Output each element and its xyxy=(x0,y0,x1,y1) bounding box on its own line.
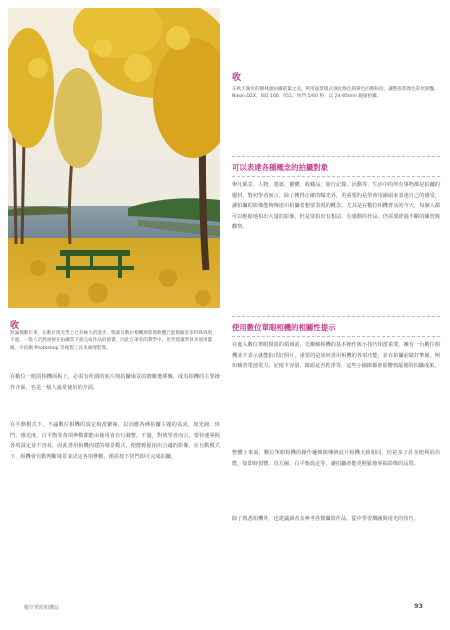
heading-1-rule-top xyxy=(232,156,440,157)
heading-2-rule-bottom xyxy=(232,336,440,337)
left-paragraph-1: 在數位一眼的相機面板上，必需有所謂的底片與拍攝場景的總數選擇盤，成為相機的主要操作介面，也是一般人最常使用的介面。 xyxy=(10,374,220,391)
autumn-lake-image xyxy=(8,8,220,308)
right-caption-mark: 收 xyxy=(232,73,242,83)
page-number: 93 xyxy=(414,602,424,610)
section-heading-1: 可以表達各種概念的拍攝對象 xyxy=(232,163,329,172)
autumn-lake-photo xyxy=(8,8,220,308)
photo-caption: 無論幾數年來，在數位與光學上已有極大的進步，獎部分數位相機與影像軟體已能模擬許多特殊效果。不過，一般人仍然重視在拍攝當下就完成作品的感覺，因此在筆者的教學中，也常建議學員多使用濫鏡、少依賴 Photoshop 等後製工具來處理影像。 xyxy=(10,331,217,351)
caption-mark: 收 xyxy=(10,321,20,331)
left-paragraph-2: 在手動模式下，不論數位相機的設定相當繁複，以因應各種拍攝主題的需求，如光圈、快門、感光度、白平衡等各項參數都能由使用者自行調整。不過，對初學者而言，要快速掌握各項設定並不容易，因此善用相機內建的場景模式，便能輕鬆拍出合適的影像。在自動模式下，相機會自動判斷場景並決定各項參數，僅需按下快門即可完成拍攝。 xyxy=(10,422,220,460)
right-paragraph-3: 整體上來說，數位單眼相機的操作邏輯與傳統底片相機大致相同，但是多了許多便利的功能，如即時預覽、直方圖、白平衡設定等，讓拍攝者能更輕鬆地掌握影像的品質。 xyxy=(232,450,440,467)
right-paragraph-2: 在進入數位單眼摄影的領域前，先瞭解相機的基本操作與小技巧相當重要。擁有一台數位相機並不表示就能拍出好照片，重要的是如何善用相機的各項功能，並在拍攝前做好準備，例如檢查電池電力、記憶卡容量、鏡頭是否乾淨等，這些小細節都會影響到最後的拍攝成果。 xyxy=(232,342,440,370)
footer-text: 數位單眼相機誌 xyxy=(24,605,60,611)
section-heading-2: 使用數位單眼相機的相關性提示 xyxy=(232,323,336,332)
right-paragraph-1: 舉凡風景、人物、建築、靈體、收藏品、旅行記錄、活動等、生活中的所有事物都是拍攝的題材。對初學者而言，除了獲得正確的曝光外，更重要的是學會用銅頭來表達自己的感受，讓拍攝的影像能夠傳達出拍攝者想要表現的概念。尤其是在數位相機普及的今天，每個人都可以輕鬆地拍出大量的影像，但是要拍出有想法、有感動的作品，仍需要經過不斷的練習與觀察。 xyxy=(232,182,440,231)
right-caption: 在秋天湖岸的樹林邊拍攝黃葉之美，利用風景模式強化綠色與黃色的飽和度，讓整張影像色彩更鮮豔。Nikon D2X、ISO 100、f/11、快門 1/60 秒、以 24-85mm 鏡頭拍攝。 xyxy=(232,87,439,100)
right-paragraph-4: 除了熟悉相機外，也建議讀者多參考各類攝影作品，從中學習構圖與用光的技巧。 xyxy=(232,516,419,522)
heading-1-rule-bottom xyxy=(232,176,440,177)
heading-2-rule-top xyxy=(232,316,440,317)
